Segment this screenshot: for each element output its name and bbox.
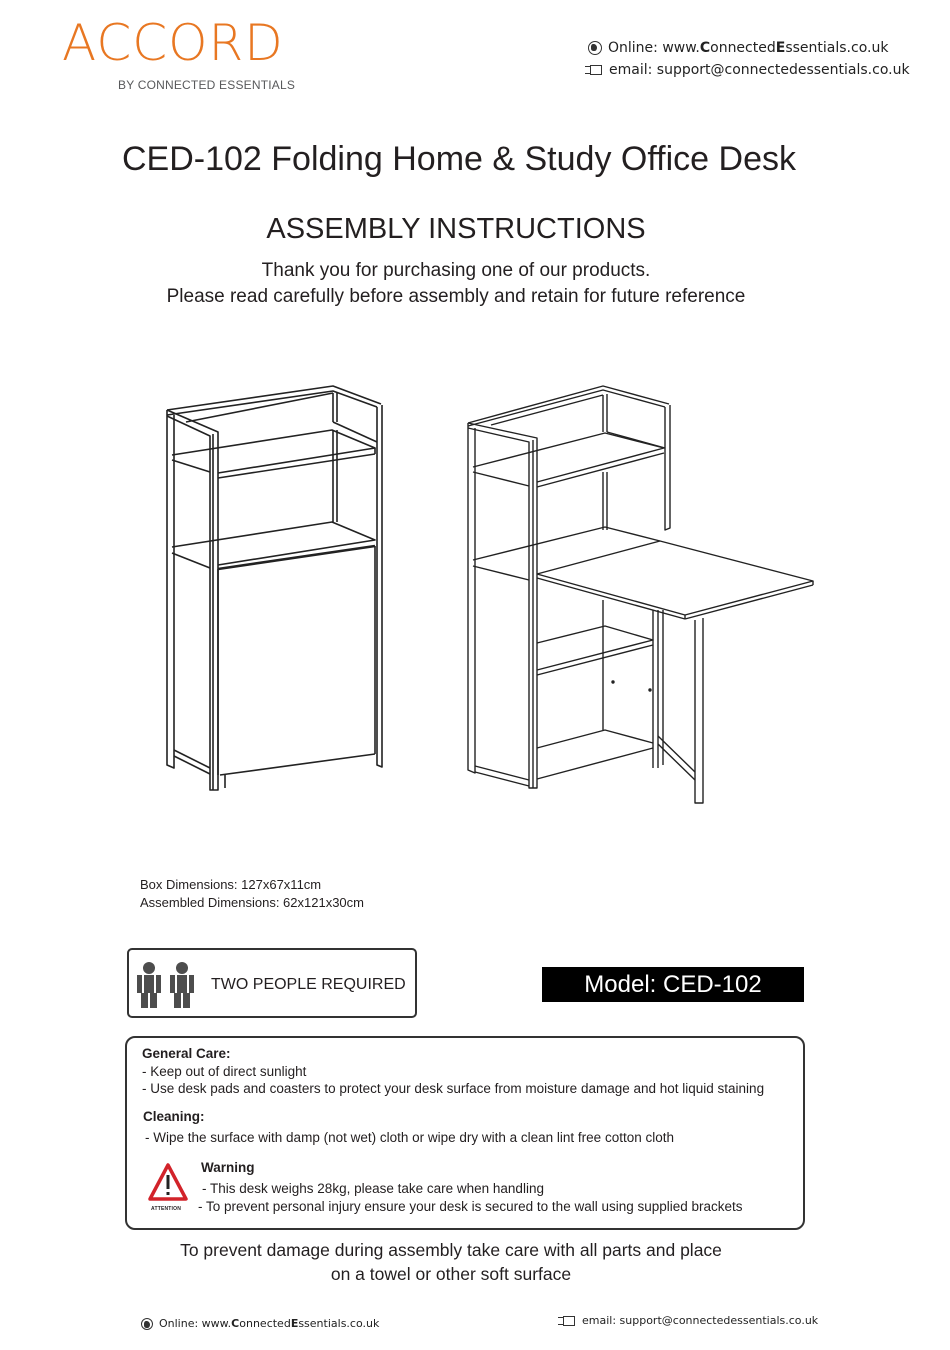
online-text: Online: www.ConnectedEssentials.co.uk (608, 40, 889, 56)
assembly-caution-note (0, 1238, 902, 1286)
globe-icon (588, 41, 602, 55)
intro-text (0, 258, 912, 310)
desk-unfolded-illustration (455, 370, 825, 810)
dimensions-info (140, 876, 364, 912)
warning-heading: Warning (201, 1160, 255, 1175)
logo-wordmark: ACCORD (62, 14, 284, 72)
footer-email-link[interactable] (558, 1314, 818, 1327)
footer-online-link[interactable] (141, 1317, 379, 1330)
assembled-dimensions: Assembled Dimensions: 62x121x30cm (140, 895, 364, 910)
header-email-link[interactable] (585, 62, 910, 78)
document-title: CED-102 Folding Home & Study Office Desk (122, 140, 796, 178)
caution-line-1: To prevent damage during assembly take care with all parts and place (180, 1240, 722, 1260)
warning-item: - This desk weighs 28kg, please take care when handling (202, 1181, 544, 1196)
attention-label: ATTENTION (151, 1206, 182, 1212)
box-dimensions: Box Dimensions: 127x67x11cm (140, 877, 322, 892)
globe-icon (141, 1318, 153, 1330)
intro-line-2: Please read carefully before assembly and retain for future reference (166, 286, 746, 307)
general-care-item: - Keep out of direct sunlight (142, 1064, 307, 1079)
online-text: Online: www.ConnectedEssentials.co.uk (159, 1317, 380, 1330)
intro-line-1: Thank you for purchasing one of our products. (261, 260, 651, 281)
two-people-label: TWO PEOPLE REQUIRED (211, 976, 406, 993)
warning-item: - To prevent personal injury ensure your desk is secured to the wall using supplied brackets (198, 1199, 743, 1214)
general-care-item: - Use desk pads and coasters to protect your desk surface from moisture damage and hot liquid staining (142, 1081, 765, 1096)
two-people-badge (127, 948, 417, 1018)
header-online-link[interactable] (588, 40, 888, 56)
assembly-heading: ASSEMBLY INSTRUCTIONS (266, 213, 646, 245)
general-care-heading: General Care: (142, 1046, 231, 1061)
cleaning-item: - Wipe the surface with damp (not wet) cloth or wipe dry with a clean lint free cotton cloth (145, 1130, 674, 1145)
warning-triangle-icon (147, 1162, 189, 1210)
care-info-box (125, 1036, 805, 1230)
logo-tagline: BY CONNECTED ESSENTIALS (118, 78, 296, 92)
envelope-icon (558, 1315, 576, 1327)
caution-line-2: on a towel or other soft surface (330, 1264, 572, 1284)
person-icon (137, 962, 161, 1008)
person-icon (170, 962, 194, 1008)
email-text: email: support@connectedessentials.co.uk (582, 1314, 819, 1327)
model-badge: Model: CED-102 (542, 967, 804, 1002)
desk-folded-illustration (150, 370, 400, 800)
cleaning-heading: Cleaning: (143, 1109, 205, 1124)
envelope-icon (585, 64, 603, 76)
email-text: email: support@connectedessentials.co.uk (609, 62, 910, 78)
